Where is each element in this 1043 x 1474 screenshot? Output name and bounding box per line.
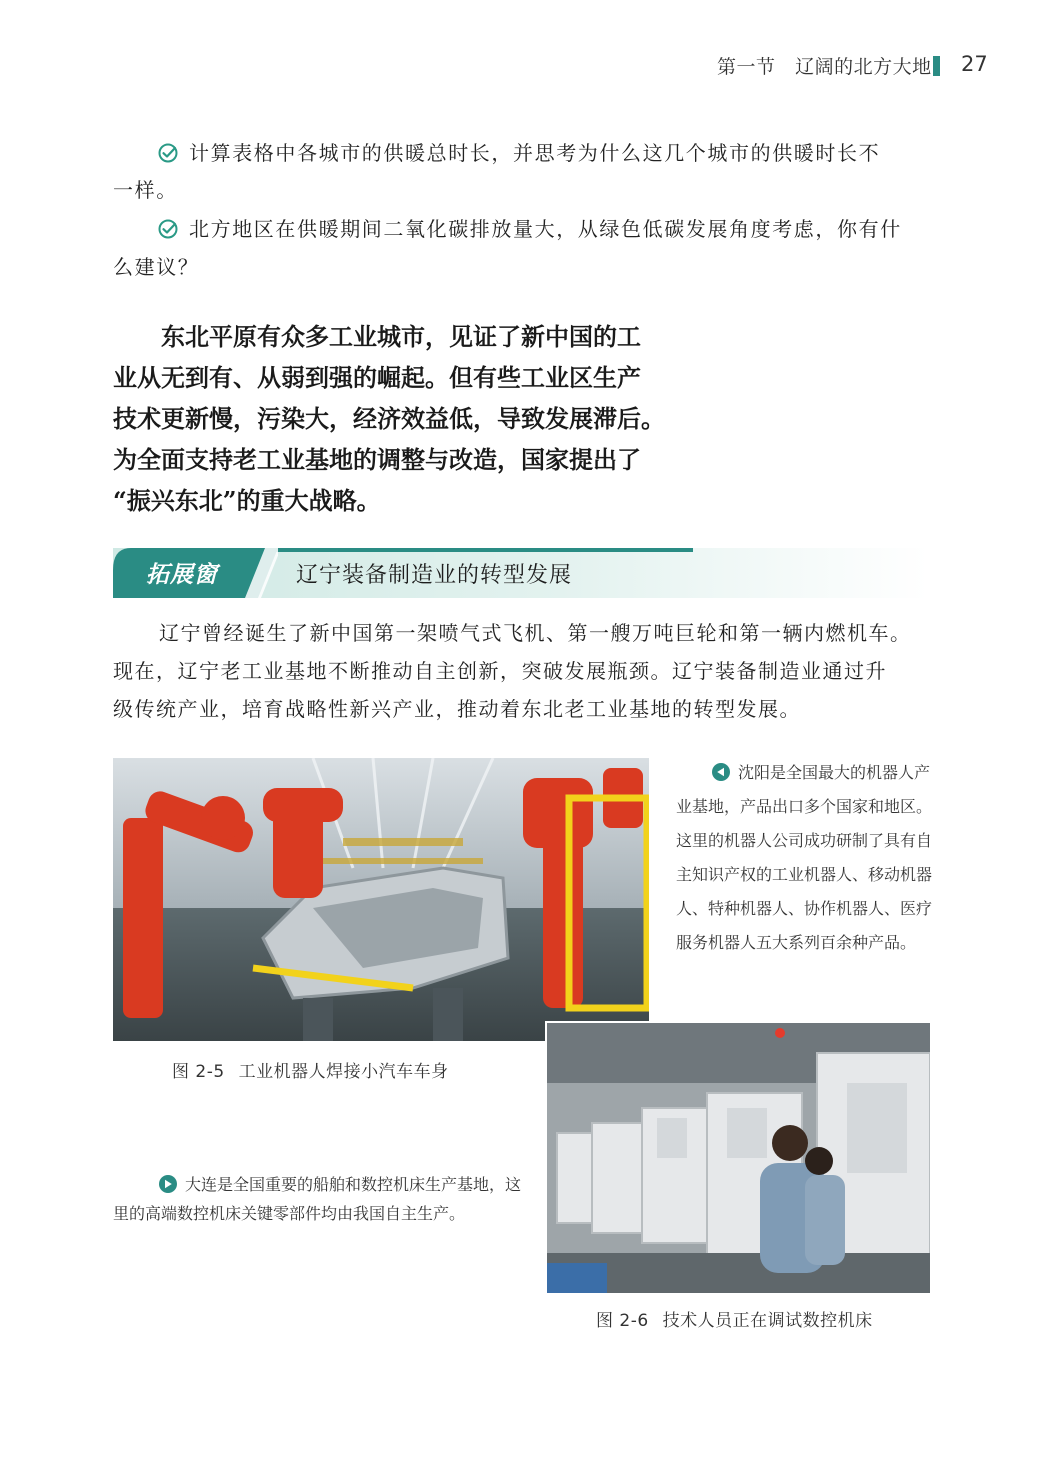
triangle-left-icon	[712, 759, 730, 777]
body-line: 辽宁曾经诞生了新中国第一架喷气式飞机、第一艘万吨巨轮和第一辆内燃机车。	[159, 621, 912, 645]
note-line: 主知识产权的工业机器人、移动机器	[676, 865, 933, 884]
body-line: 现在，辽宁老工业基地不断推动自主创新，突破发展瓶颈。辽宁装备制造业通过升	[113, 659, 887, 683]
note-line: 这里的机器人公司成功研制了具有自	[676, 831, 933, 850]
figure1-title: 工业机器人焊接小汽车车身	[238, 1062, 449, 1082]
chapter-title: 辽阔的北方大地	[795, 56, 932, 78]
question-1	[113, 135, 933, 172]
figure2-note	[113, 1170, 533, 1228]
header-divider-bar	[933, 56, 940, 76]
question-2	[113, 211, 943, 248]
paragraph-line: 东北平原有众多工业城市，见证了新中国的工	[161, 322, 641, 351]
question-2-line1: 北方地区在供暖期间二氧化碳排放量大，从绿色低碳发展角度考虑，你有什	[189, 217, 902, 241]
note-line: 沈阳是全国最大的机器人产	[676, 756, 938, 790]
figure1-number: 图 2-5	[172, 1062, 225, 1082]
check-circle-icon	[157, 215, 179, 237]
paragraph-line: “振兴东北”的重大战略。	[113, 486, 381, 515]
note-line: 服务机器人五大系列百余种产品。	[676, 933, 917, 952]
paragraph-line: 业从无到有、从弱到强的崛起。但有些工业区生产	[113, 363, 641, 392]
paragraph-line: 技术更新慢，污染大，经济效益低，导致发展滞后。	[113, 404, 665, 433]
paragraph-line: 为全面支持老工业基地的调整与改造，国家提出了	[113, 445, 641, 474]
note-line: 里的高端数控机床关键零部件均由我国自主生产。	[113, 1204, 466, 1223]
expansion-body	[113, 614, 933, 728]
note-line: 人、特种机器人、协作机器人、医疗	[676, 899, 933, 918]
figure1-caption	[172, 1057, 449, 1082]
robot-welding-photo	[113, 758, 649, 1041]
check-circle-icon	[157, 139, 179, 161]
figure2-number: 图 2-6	[596, 1311, 649, 1331]
question-2-line2: 么建议？	[113, 255, 200, 279]
page-number: 27	[961, 52, 988, 76]
section-label: 第一节	[717, 56, 776, 78]
note-line: 业基地，产品出口多个国家和地区。	[676, 797, 933, 816]
figure2-caption	[596, 1306, 873, 1331]
banner-title: 辽宁装备制造业的转型发展	[296, 563, 573, 588]
question-1-line1: 计算表格中各城市的供暖总时长，并思考为什么这几个城市的供暖时长不	[189, 141, 881, 165]
figure2-title: 技术人员正在调试数控机床	[662, 1311, 873, 1331]
cnc-machine-photo	[545, 1021, 932, 1295]
main-paragraph	[113, 316, 665, 521]
banner-top-line	[273, 548, 693, 552]
running-header	[717, 52, 932, 79]
body-line: 级传统产业，培育战略性新兴产业，推动着东北老工业基地的转型发展。	[113, 697, 801, 721]
question-1-line2: 一样。	[113, 178, 178, 202]
banner-label: 拓展窗	[146, 562, 218, 588]
triangle-right-icon	[159, 1173, 177, 1191]
note-line: 大连是全国重要的船舶和数控机床生产基地，这	[113, 1170, 533, 1199]
figure1-note	[676, 756, 938, 960]
expansion-banner	[113, 548, 928, 598]
